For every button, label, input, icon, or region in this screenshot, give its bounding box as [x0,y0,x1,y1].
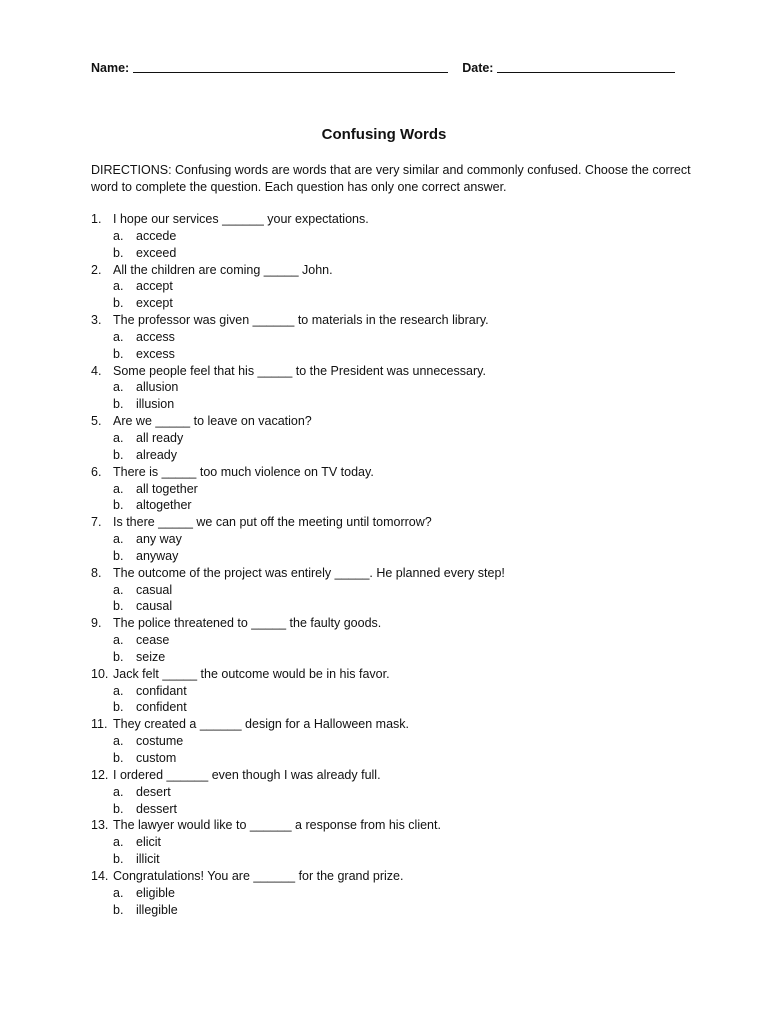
question-item [91,211,691,262]
question-text: Jack felt _____ the outcome would be in his favor. [113,666,390,681]
question-item [91,666,691,717]
question-number: 3. [91,313,102,328]
question-line [91,363,691,380]
question-number: 1. [91,212,102,226]
option-letter: a. [113,885,124,900]
question-line [91,211,691,228]
option-letter: a. [113,734,124,749]
answer-option[interactable] [91,699,691,716]
question-item [91,868,691,919]
option-text: cease [136,633,170,648]
option-letter: a. [113,532,124,547]
question-text: Some people feel that his _____ to the President was unnecessary. [113,363,486,378]
directions-text: DIRECTIONS: Confusing words are words that are very similar and commonly confused. Choose the correct word to complete the question. Each question has only one correct answer. [91,163,691,194]
question-item [91,817,691,868]
question-line [91,817,691,834]
answer-option[interactable] [91,851,691,868]
question-text: Congratulations! You are ______ for the grand prize. [113,868,404,883]
question-item [91,262,691,313]
option-text: allusion [136,380,179,395]
answer-option[interactable] [91,649,691,666]
option-text: all ready [136,430,184,445]
option-text: exceed [136,245,177,260]
question-number: 11. [91,717,108,732]
answer-option[interactable] [91,784,691,801]
answer-option[interactable] [91,329,691,346]
question-text: The professor was given ______ to materials in the research library. [113,313,489,328]
question-line [91,464,691,481]
option-text: any way [136,532,182,547]
option-letter: b. [113,447,124,462]
option-text: except [136,296,173,311]
option-text: seize [136,649,166,664]
question-number: 10. [91,666,109,681]
answer-option[interactable] [91,801,691,818]
option-letter: b. [113,548,124,563]
date-label: Date: [462,61,494,75]
question-line [91,767,691,784]
question-item [91,767,691,818]
question-text: There is _____ too much violence on TV today. [113,464,374,479]
name-blank-line[interactable] [133,60,448,73]
option-letter: a. [113,329,124,344]
option-letter: b. [113,751,124,765]
answer-option[interactable] [91,430,691,447]
option-text: excess [136,346,175,361]
answer-option[interactable] [91,733,691,750]
question-item [91,363,691,414]
question-line [91,565,691,582]
question-text: They created a ______ design for a Halloween mask. [113,717,410,732]
option-text: illusion [136,397,175,412]
option-text: causal [136,599,173,614]
option-letter: a. [113,279,124,294]
answer-option[interactable] [91,278,691,295]
question-line [91,666,691,683]
question-text: The outcome of the project was entirely _____. He planned every step! [113,565,505,580]
option-text: costume [136,734,184,749]
question-number: 4. [91,363,102,378]
question-item [91,716,691,767]
option-letter: b. [113,296,124,311]
question-item [91,514,691,565]
option-letter: a. [113,430,124,445]
option-letter: b. [113,852,124,867]
answer-option[interactable] [91,497,691,514]
option-text: illegible [136,902,178,917]
option-letter: a. [113,784,124,799]
option-text: anyway [136,548,179,563]
question-text: The lawyer would like to ______ a response from his client. [113,818,441,833]
question-item [91,464,691,515]
option-letter: a. [113,481,124,496]
name-label: Name: [91,61,130,75]
option-text: accept [136,279,173,294]
option-letter: a. [113,633,124,648]
option-letter: b. [113,498,124,513]
answer-option[interactable] [91,548,691,565]
answer-option[interactable] [91,683,691,700]
answer-option[interactable] [91,531,691,548]
answer-option[interactable] [91,346,691,363]
option-text: accede [136,228,177,243]
question-number: 9. [91,616,102,631]
option-letter: b. [113,902,124,917]
question-number: 13. [91,818,109,833]
answer-option[interactable] [91,245,691,262]
answer-option[interactable] [91,447,691,464]
option-text: confidant [136,683,187,698]
question-line [91,868,691,885]
option-text: casual [136,582,173,597]
question-line [91,262,691,279]
question-item [91,413,691,464]
option-text: dessert [136,801,177,816]
question-text: Are we _____ to leave on vacation? [113,414,312,429]
answer-option[interactable] [91,834,691,851]
answer-option[interactable] [91,379,691,396]
option-text: custom [136,751,177,765]
header-row [91,57,681,75]
answer-option[interactable] [91,481,691,498]
option-text: illicit [136,852,160,867]
answer-option[interactable] [91,632,691,649]
question-number: 7. [91,515,102,530]
option-letter: b. [113,346,124,361]
answer-option[interactable] [91,228,691,245]
page-title: Confusing Words [321,126,447,143]
option-letter: b. [113,599,124,614]
answer-option[interactable] [91,598,691,615]
answer-option[interactable] [91,396,691,413]
question-line [91,413,691,430]
answer-option[interactable] [91,582,691,599]
option-letter: b. [113,245,124,260]
question-line [91,514,691,531]
option-text: confident [136,700,187,715]
option-letter: a. [113,683,124,698]
answer-option[interactable] [91,295,691,312]
option-letter: b. [113,649,124,664]
question-item [91,615,691,666]
option-letter: b. [113,397,124,412]
question-number: 12. [91,767,109,782]
question-text: All the children are coming _____ John. [113,262,333,277]
answer-option[interactable] [91,885,691,902]
option-text: eligible [136,885,175,900]
date-blank-line[interactable] [497,60,675,73]
option-letter: a. [113,228,124,243]
answer-option[interactable] [91,902,691,919]
option-text: desert [136,784,171,799]
question-line [91,312,691,329]
question-number: 8. [91,565,102,580]
question-text: Is there _____ we can put off the meeting until tomorrow? [113,515,432,530]
question-number: 5. [91,414,102,429]
option-text: all together [136,481,198,496]
question-text: I hope our services ______ your expectations. [113,212,369,226]
question-list [91,211,691,918]
question-text: I ordered ______ even though I was already full. [113,767,381,782]
question-line [91,615,691,632]
option-letter: a. [113,380,124,395]
option-letter: a. [113,835,124,850]
option-letter: b. [113,801,124,816]
answer-option[interactable] [91,750,691,767]
option-text: already [136,447,177,462]
question-item [91,312,691,363]
question-line [91,716,691,733]
option-letter: b. [113,700,124,715]
question-text: The police threatened to _____ the faulty goods. [113,616,382,631]
question-number: 6. [91,464,102,479]
option-text: elicit [136,835,162,850]
question-item [91,565,691,616]
option-text: altogether [136,498,192,513]
question-number: 2. [91,262,102,277]
option-text: access [136,329,175,344]
question-number: 14. [91,868,109,883]
option-letter: a. [113,582,124,597]
